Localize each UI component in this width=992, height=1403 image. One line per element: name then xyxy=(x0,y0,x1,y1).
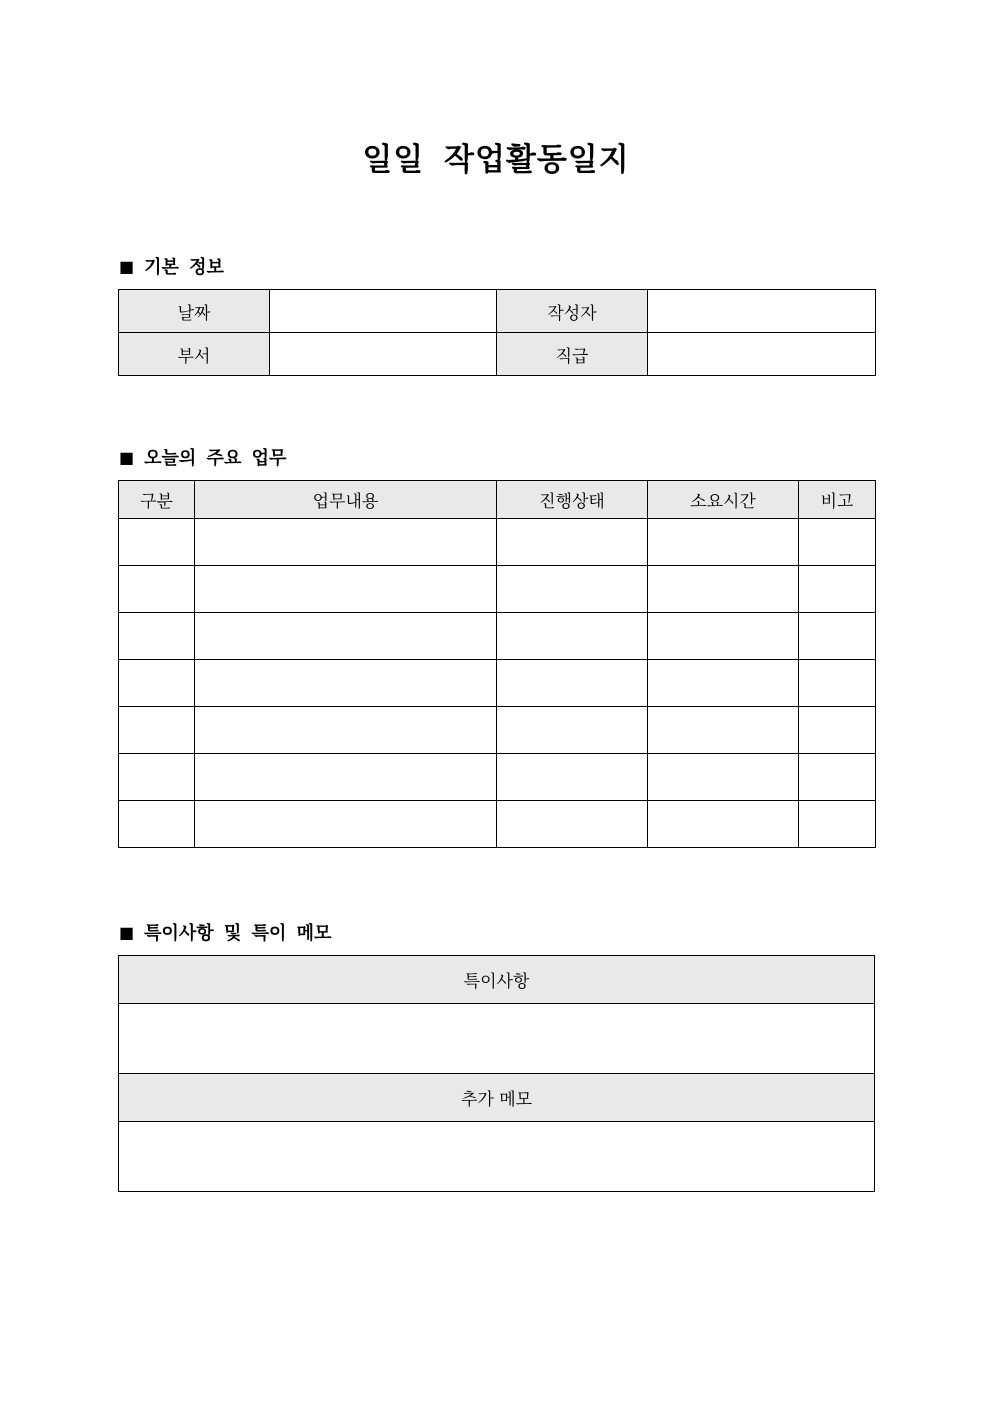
column-header-progress: 진행상태 xyxy=(497,481,648,519)
time-spent-cell[interactable] xyxy=(648,754,799,801)
department-label: 부서 xyxy=(119,333,270,376)
table-header-row xyxy=(119,481,876,519)
table-row xyxy=(119,519,876,566)
progress-cell[interactable] xyxy=(497,754,648,801)
category-cell[interactable] xyxy=(119,707,195,754)
remarks-cell[interactable] xyxy=(799,613,876,660)
author-field[interactable] xyxy=(648,290,876,333)
section-heading-tasks xyxy=(119,444,286,470)
additional-memo-label: 추가 메모 xyxy=(119,1074,875,1122)
remarks-cell[interactable] xyxy=(799,660,876,707)
date-field[interactable] xyxy=(270,290,497,333)
remarks-cell[interactable] xyxy=(799,801,876,848)
table-row xyxy=(119,801,876,848)
section-heading-basic-info xyxy=(119,253,224,279)
table-row xyxy=(119,613,876,660)
position-label: 직급 xyxy=(497,333,648,376)
remarks-cell[interactable] xyxy=(799,519,876,566)
table-row xyxy=(119,566,876,613)
basic-info-table xyxy=(118,289,876,376)
page-title: 일일 작업활동일지 xyxy=(362,142,630,178)
time-spent-cell[interactable] xyxy=(648,660,799,707)
column-header-remarks: 비고 xyxy=(799,481,876,519)
square-bullet-icon: ■ xyxy=(119,922,135,942)
task-content-cell[interactable] xyxy=(195,566,497,613)
category-cell[interactable] xyxy=(119,519,195,566)
date-label: 날짜 xyxy=(119,290,270,333)
column-header-task-content: 업무내용 xyxy=(195,481,497,519)
category-cell[interactable] xyxy=(119,566,195,613)
category-cell[interactable] xyxy=(119,801,195,848)
remarks-cell[interactable] xyxy=(799,707,876,754)
progress-cell[interactable] xyxy=(497,613,648,660)
task-content-cell[interactable] xyxy=(195,660,497,707)
task-content-cell[interactable] xyxy=(195,707,497,754)
progress-cell[interactable] xyxy=(497,566,648,613)
category-cell[interactable] xyxy=(119,754,195,801)
special-notes-label: 특이사항 xyxy=(119,956,875,1004)
section-title: 특이사항 및 특이 메모 xyxy=(144,923,332,944)
square-bullet-icon: ■ xyxy=(119,447,135,467)
column-header-category: 구분 xyxy=(119,481,195,519)
progress-cell[interactable] xyxy=(497,707,648,754)
category-cell[interactable] xyxy=(119,613,195,660)
time-spent-cell[interactable] xyxy=(648,519,799,566)
progress-cell[interactable] xyxy=(497,660,648,707)
section-title: 오늘의 주요 업무 xyxy=(144,448,287,469)
table-row xyxy=(119,707,876,754)
additional-memo-field[interactable] xyxy=(119,1122,875,1192)
table-row xyxy=(119,754,876,801)
section-title: 기본 정보 xyxy=(144,257,224,278)
tasks-table xyxy=(118,480,876,848)
time-spent-cell[interactable] xyxy=(648,613,799,660)
progress-cell[interactable] xyxy=(497,801,648,848)
task-content-cell[interactable] xyxy=(195,754,497,801)
table-row xyxy=(119,660,876,707)
special-notes-field[interactable] xyxy=(119,1004,875,1074)
square-bullet-icon: ■ xyxy=(119,256,135,276)
column-header-time-spent: 소요시간 xyxy=(648,481,799,519)
remarks-cell[interactable] xyxy=(799,754,876,801)
time-spent-cell[interactable] xyxy=(648,801,799,848)
category-cell[interactable] xyxy=(119,660,195,707)
position-field[interactable] xyxy=(648,333,876,376)
author-label: 작성자 xyxy=(497,290,648,333)
task-content-cell[interactable] xyxy=(195,519,497,566)
time-spent-cell[interactable] xyxy=(648,707,799,754)
remarks-cell[interactable] xyxy=(799,566,876,613)
section-heading-notes xyxy=(119,919,331,945)
task-content-cell[interactable] xyxy=(195,801,497,848)
task-content-cell[interactable] xyxy=(195,613,497,660)
progress-cell[interactable] xyxy=(497,519,648,566)
department-field[interactable] xyxy=(270,333,497,376)
time-spent-cell[interactable] xyxy=(648,566,799,613)
notes-table xyxy=(118,955,875,1192)
